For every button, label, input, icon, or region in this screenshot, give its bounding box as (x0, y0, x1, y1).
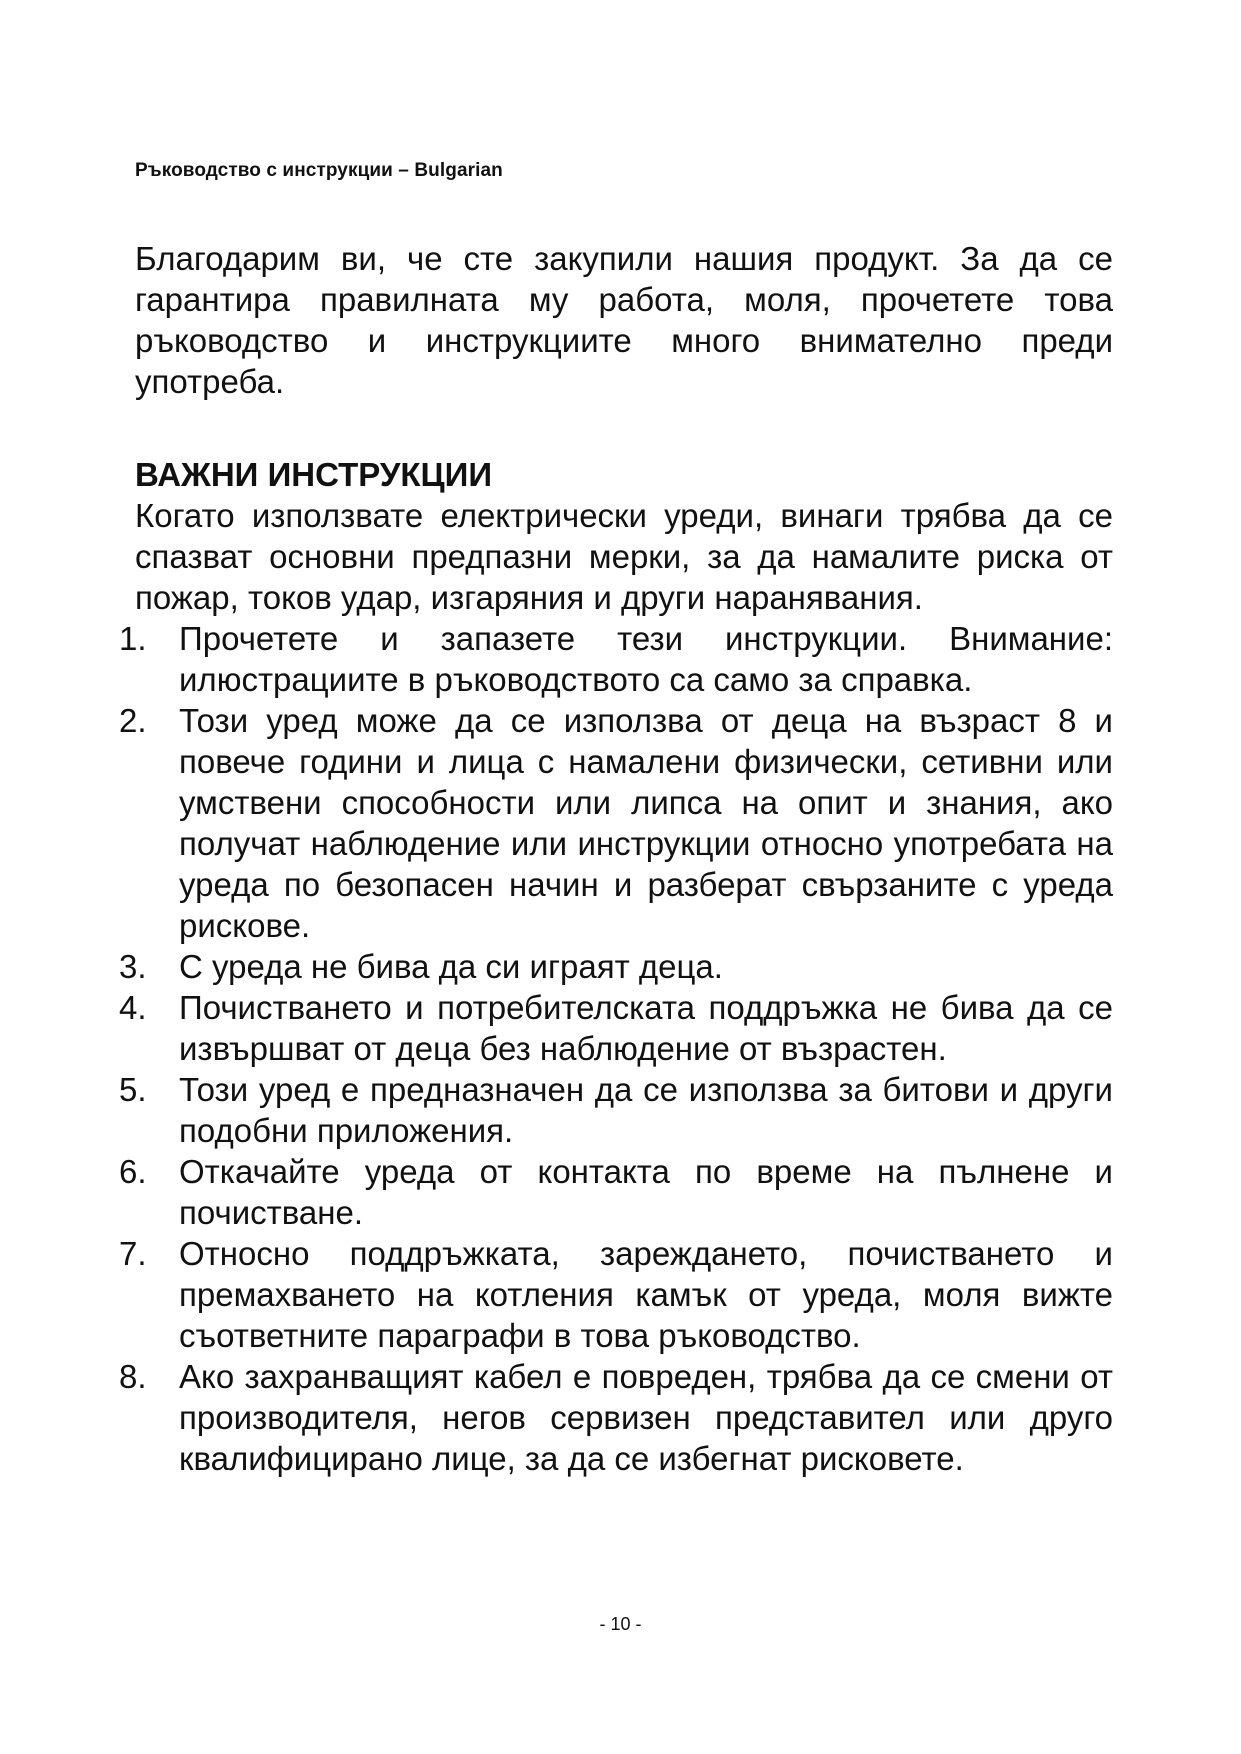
section-heading: ВАЖНИ ИНСТРУКЦИИ (135, 456, 493, 493)
list-item-number: 3. (119, 948, 147, 985)
list-item (119, 1356, 1113, 1479)
list-item (119, 987, 1113, 1069)
list-item (119, 1233, 1113, 1356)
list-item-number: 4. (119, 989, 147, 1026)
list-item-text: Откачайте уреда от контакта по време на пълнене и почистване. (179, 1153, 1113, 1231)
list-item-text: Почистването и потребителската поддръжка не бива да се извършват от деца без наблюдение от възрастен. (179, 989, 1113, 1067)
list-item (119, 1069, 1113, 1151)
list-item-text: Относно поддръжката, зареждането, почистването и премахването на котления камък от уреда, моля вижте съответните параграфи в това ръководство. (179, 1235, 1113, 1354)
page-content (119, 238, 1113, 1479)
page-number: - 10 - (599, 1614, 642, 1634)
list-item-text: Ако захранващият кабел е повреден, трябва да се смени от производителя, негов сервизен представител или друго квалифицирано лице, за да се избегнат рисковете. (179, 1358, 1113, 1477)
list-item-text: С уреда не бива да си играят деца. (179, 948, 723, 985)
list-item (119, 618, 1113, 700)
list-item (119, 1151, 1113, 1233)
section-lead-paragraph: Когато използвате електрически уреди, винаги трябва да се спазват основни предпазни мерки, за да намалите риска от пожар, токов удар, изгаряния и други наранявания. (135, 497, 1113, 616)
list-item-number: 5. (119, 1071, 147, 1108)
list-item-number: 7. (119, 1235, 147, 1272)
list-item-text: Този уред може да се използва от деца на възраст 8 и повече години и лица с намалени физически, сетивни или умствени способности или липса на опит и знания, ако получат наблюдение или инструкции относно употребата на уреда по безопасен начин и разберат свързаните с уреда рискове. (179, 702, 1113, 944)
list-item (119, 700, 1113, 946)
list-item-text: Прочетете и запазете тези инструкции. Внимание: илюстрациите в ръководството са само за справка. (179, 620, 1113, 698)
list-item-number: 6. (119, 1153, 147, 1190)
list-item (119, 946, 1113, 987)
instructions-list (119, 618, 1113, 1479)
intro-paragraph: Благодарим ви, че сте закупили нашия продукт. За да се гарантира правилната му работа, моля, прочетете това ръководство и инструкциите много внимателно преди употреба. (135, 240, 1113, 400)
list-item-text: Този уред е предназначен да се използва за битови и други подобни приложения. (179, 1071, 1113, 1149)
list-item-number: 8. (119, 1358, 147, 1395)
list-item-number: 1. (119, 620, 147, 657)
list-item-number: 2. (119, 702, 147, 739)
document-header: Ръководство с инструкции – Bulgarian (135, 160, 503, 181)
